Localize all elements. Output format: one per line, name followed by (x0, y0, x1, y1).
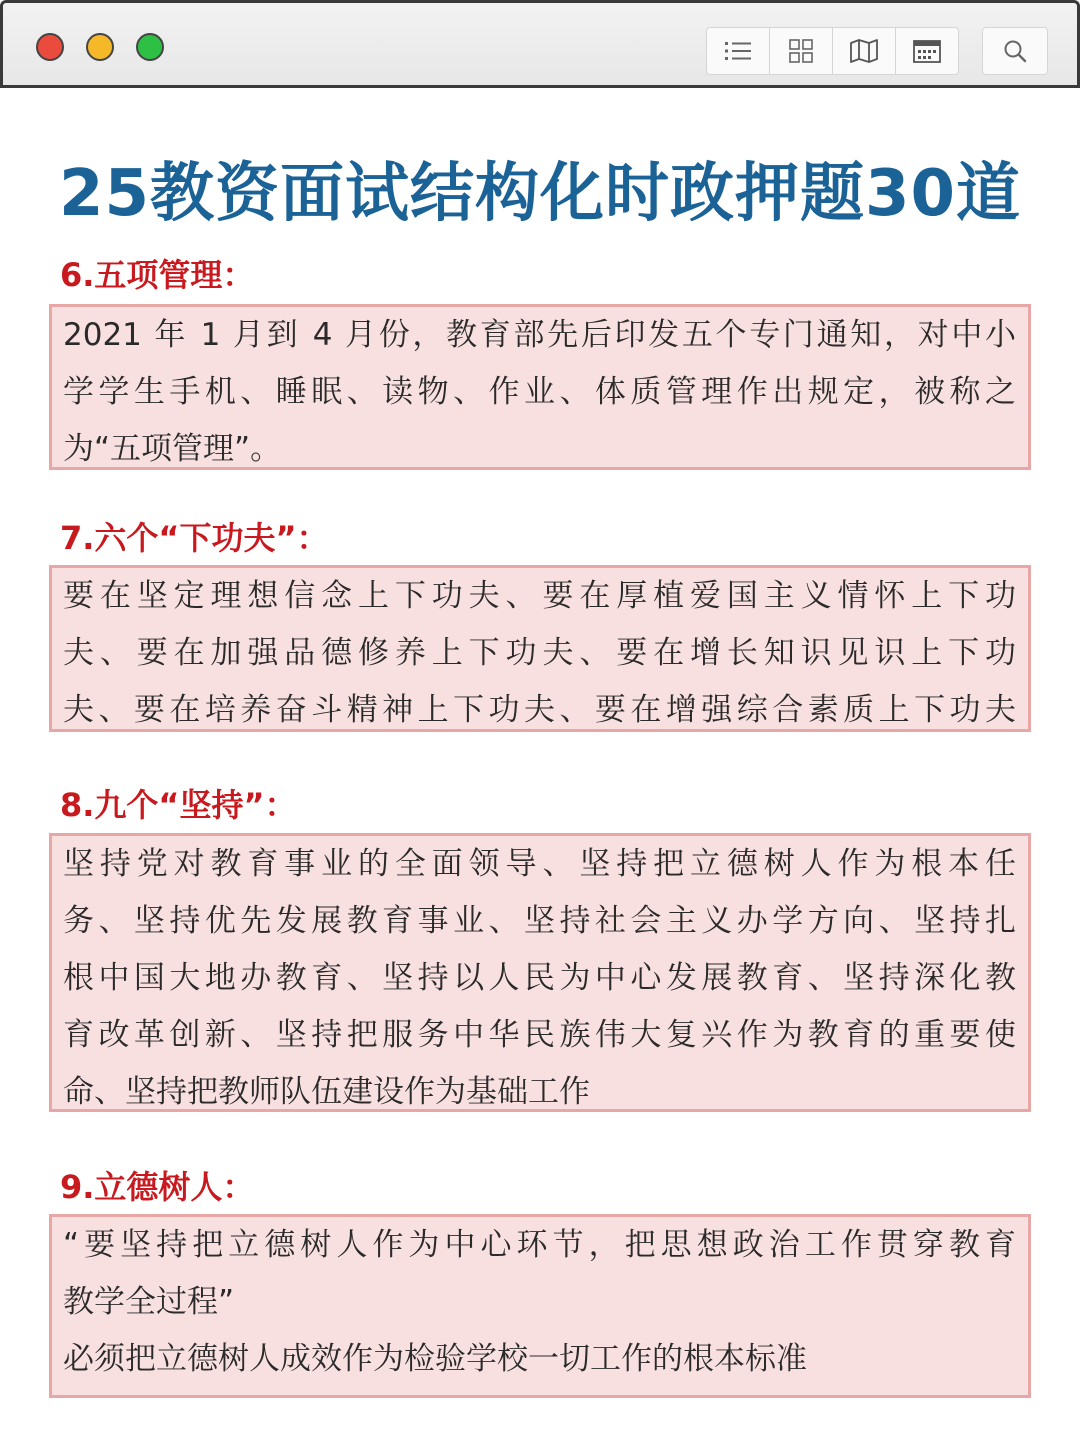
page-title: 25教资面试结构化时政押题30道 (58, 157, 1022, 231)
section-heading-7: 7.六个“下功夫”： (60, 519, 329, 557)
text-line: 命、坚持把教师队伍建设作为基础工作 (63, 1074, 590, 1110)
text-line: 为“五项管理”。 (63, 431, 282, 467)
text-line: 务、坚持优先发展教育事业、坚持社会主义办学方向、坚持扎 (63, 903, 1016, 939)
close-window-button[interactable] (36, 33, 64, 61)
text-line: 要在坚定理想信念上下功夫、要在厚植爱国主义情怀上下功 (63, 578, 1016, 614)
window-titlebar (0, 0, 1080, 88)
text-line: 育改革创新、坚持把服务中华民族伟大复兴作为教育的重要使 (63, 1017, 1016, 1053)
grid-icon (788, 38, 814, 64)
section-box-9 (49, 1214, 1031, 1398)
map-view-button[interactable] (833, 28, 896, 74)
list-view-button[interactable] (707, 28, 770, 74)
section-heading-6: 6.五项管理： (60, 256, 255, 294)
search-icon (1002, 38, 1028, 64)
text-line: 夫、要在培养奋斗精神上下功夫、要在增强综合素质上下功夫 (63, 692, 1016, 728)
list-icon (723, 39, 753, 63)
text-line: “要坚持把立德树人作为中心环节，把思想政治工作贯穿教育 (63, 1227, 1016, 1263)
text-line: 坚持党对教育事业的全面领导、坚持把立德树人作为根本任 (63, 846, 1016, 882)
section-box-7 (49, 565, 1031, 732)
section-box-8 (49, 833, 1031, 1112)
text-line: 夫、要在加强品德修养上下功夫、要在增长知识见识上下功 (63, 635, 1016, 671)
minimize-window-button[interactable] (86, 33, 114, 61)
view-toolbar (706, 27, 959, 75)
text-line: 必须把立德树人成效作为检验学校一切工作的根本标准 (63, 1341, 807, 1377)
search-button[interactable] (982, 27, 1048, 75)
grid-view-button[interactable] (770, 28, 833, 74)
text-line: 根中国大地办教育、坚持以人民为中心发展教育、坚持深化教 (63, 960, 1016, 996)
calendar-icon (912, 38, 942, 64)
calendar-view-button[interactable] (896, 28, 958, 74)
section-heading-8: 8.九个“坚持”： (60, 786, 297, 824)
text-line: 教学全过程” (63, 1284, 235, 1320)
text-line: 学学生手机、睡眠、读物、作业、体质管理作出规定，被称之 (63, 374, 1016, 410)
text-line: 2021 年 1 月到 4 月份，教育部先后印发五个专门通知，对中小 (63, 317, 1016, 353)
map-icon (849, 38, 879, 64)
section-heading-9: 9.立德树人： (60, 1168, 255, 1206)
maximize-window-button[interactable] (136, 33, 164, 61)
section-box-6 (49, 304, 1031, 470)
